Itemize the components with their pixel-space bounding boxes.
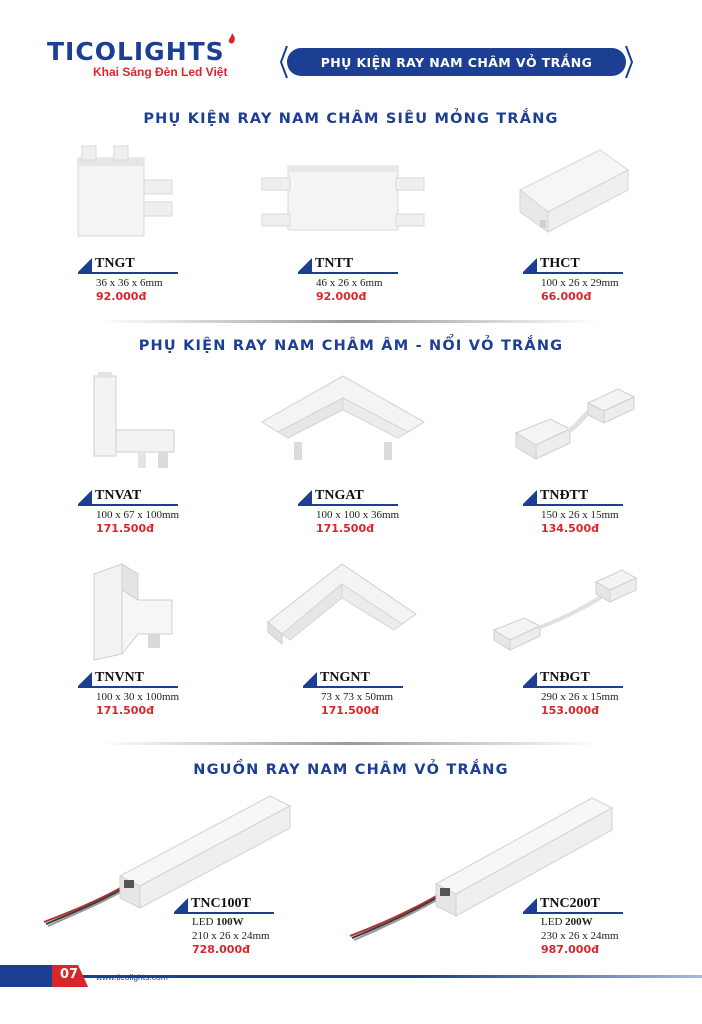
- product-code: TNVNT: [95, 670, 145, 685]
- long-flex-connector-icon: [490, 564, 640, 654]
- product-code: TNC100T: [191, 896, 251, 911]
- product-code: TNC200T: [540, 896, 600, 911]
- vertical-corner-surface-icon: [88, 560, 183, 665]
- vertical-corner-recessed-icon: [88, 368, 183, 473]
- product-thct: [523, 256, 683, 304]
- section-divider: [100, 320, 600, 323]
- brand-name: TICOLIGHTS: [47, 37, 225, 66]
- page-banner: [277, 45, 636, 79]
- led-label: LED: [541, 916, 563, 928]
- led-wattage: 100W: [216, 916, 244, 928]
- product-tngat: [298, 488, 458, 536]
- product-code: TNVAT: [95, 488, 142, 503]
- product-code: TNGAT: [315, 488, 364, 503]
- product-led-power: [192, 916, 334, 929]
- product-tnc200t: [523, 896, 683, 957]
- product-tnvnt: [78, 670, 238, 718]
- product-price: 153.000đ: [541, 704, 599, 717]
- product-code: TNĐTT: [540, 488, 589, 503]
- product-price: 171.500đ: [96, 522, 154, 535]
- product-dimensions: 100 x 67 x 100mm: [96, 509, 180, 521]
- brand-tagline: Khai Sáng Đèn Led Việt: [93, 65, 228, 79]
- product-code: TNGNT: [320, 670, 370, 685]
- product-code: TNTT: [315, 256, 354, 271]
- product-dimensions: 73 x 73 x 50mm: [321, 691, 394, 703]
- short-flex-connector-icon: [510, 385, 640, 465]
- page-number: 07: [60, 967, 79, 982]
- product-tngt: [78, 256, 238, 304]
- product-dimensions: 100 x 26 x 29mm: [541, 277, 619, 289]
- product-dimensions: 230 x 26 x 24mm: [541, 930, 619, 942]
- brand-logo: [47, 38, 227, 79]
- product-dimensions: 150 x 26 x 15mm: [541, 509, 619, 521]
- footer-website: www.ticolights.com: [96, 972, 168, 982]
- horizontal-corner-surface-icon: [262, 558, 422, 663]
- product-dimensions: 100 x 30 x 100mm: [96, 691, 180, 703]
- product-tnc100t: [174, 896, 334, 957]
- end-cap-icon: [510, 140, 635, 240]
- led-wattage: 200W: [565, 916, 593, 928]
- product-tnvat: [78, 488, 238, 536]
- product-dimensions: 210 x 26 x 24mm: [192, 930, 270, 942]
- product-dimensions: 290 x 26 x 15mm: [541, 691, 619, 703]
- product-price: 987.000đ: [541, 943, 599, 956]
- product-tndtt: [523, 488, 683, 536]
- product-price: 66.000đ: [541, 290, 592, 303]
- led-label: LED: [192, 916, 214, 928]
- section-title-recessed-surface: PHỤ KIỆN RAY NAM CHÂM ÂM - NỔI VỎ TRẮNG: [138, 338, 564, 354]
- product-price: 92.000đ: [316, 290, 367, 303]
- flame-icon: [225, 32, 239, 46]
- product-dimensions: 100 x 100 x 36mm: [316, 509, 400, 521]
- product-code: TNĐGT: [540, 670, 590, 685]
- product-tndgt: [523, 670, 683, 718]
- section-title-power-supply: NGUỒN RAY NAM CHÂM VỎ TRẮNG: [193, 762, 509, 778]
- l-corner-connector-icon: [70, 142, 180, 242]
- product-price: 171.500đ: [316, 522, 374, 535]
- product-dimensions: 36 x 36 x 6mm: [96, 277, 163, 289]
- product-price: 134.500đ: [541, 522, 599, 535]
- horizontal-corner-recessed-icon: [258, 372, 428, 472]
- product-price: 728.000đ: [192, 943, 250, 956]
- product-price: 171.500đ: [321, 704, 379, 717]
- banner-title: PHỤ KIỆN RAY NAM CHÂM VỎ TRẮNG: [320, 54, 593, 70]
- section-divider: [100, 742, 600, 745]
- product-code: TNGT: [95, 256, 135, 271]
- product-dimensions: 46 x 26 x 6mm: [316, 277, 383, 289]
- product-led-power: [541, 916, 683, 929]
- product-price: 92.000đ: [96, 290, 147, 303]
- section-title-ultra-thin: PHỤ KIỆN RAY NAM CHÂM SIÊU MỎNG TRẮNG: [143, 111, 559, 127]
- straight-connector-icon: [258, 158, 428, 238]
- product-price: 171.500đ: [96, 704, 154, 717]
- product-tntt: [298, 256, 458, 304]
- product-code: THCT: [540, 256, 580, 271]
- product-tngnt: [303, 670, 463, 718]
